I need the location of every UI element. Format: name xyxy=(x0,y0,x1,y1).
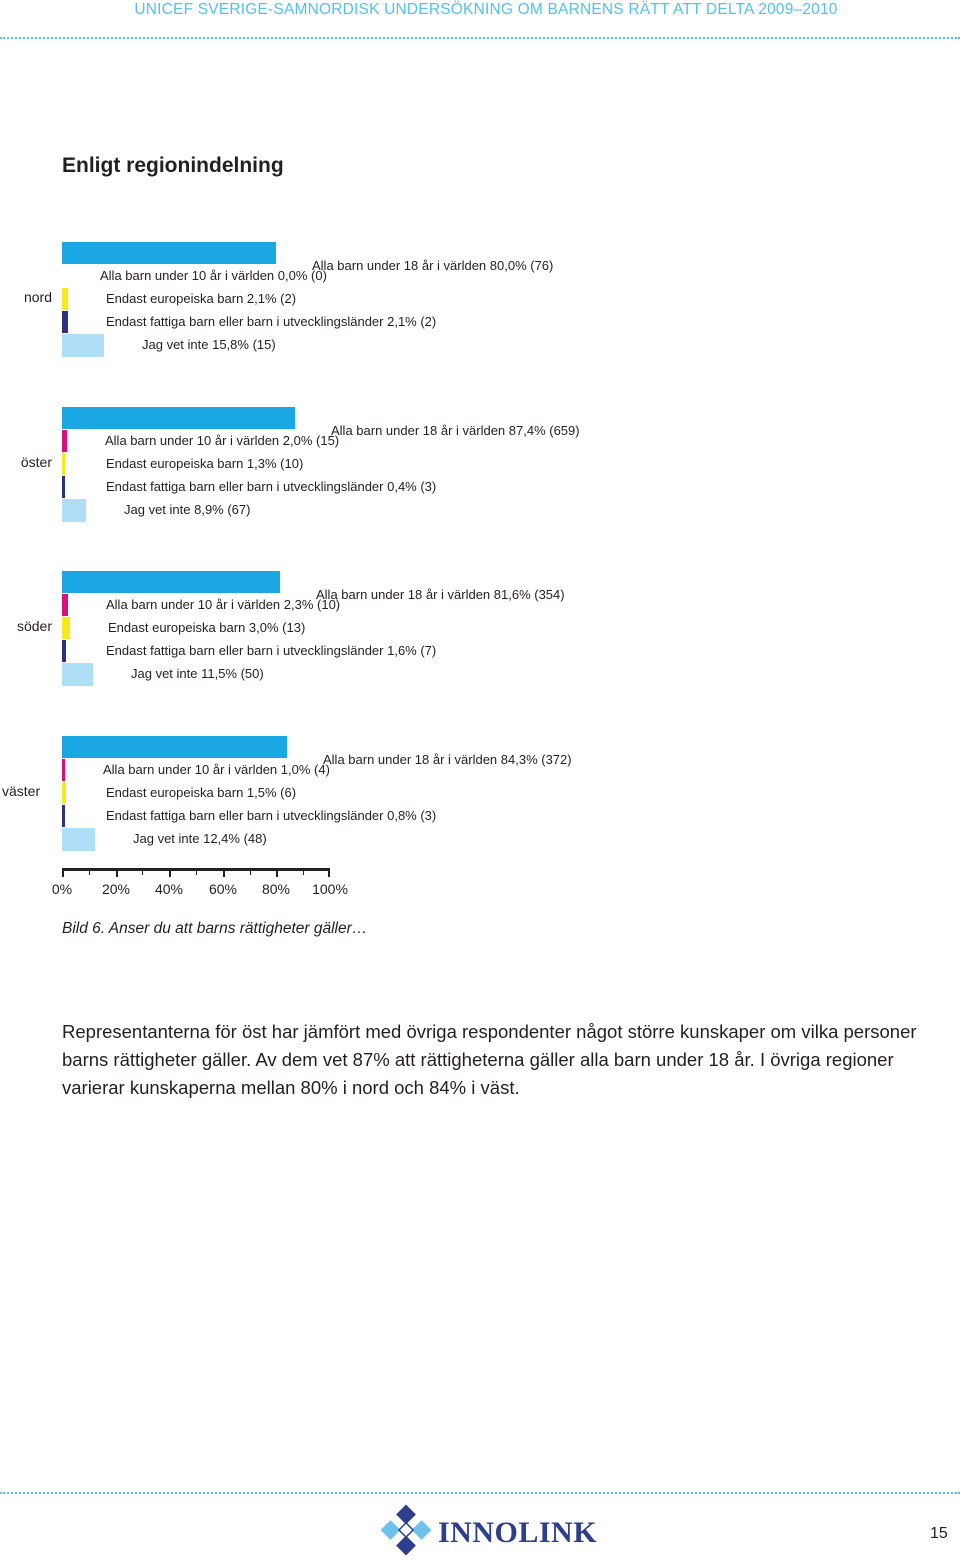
x-tick-label: 100% xyxy=(312,881,348,897)
bar-söder-poor-developing xyxy=(62,640,66,662)
x-axis-tick xyxy=(142,871,143,875)
bar-label-söder-poor-developing: Endast fattiga barn eller barn i utvecklingsländer 1,6% (7) xyxy=(106,643,437,658)
bar-söder-dont-know xyxy=(62,663,93,686)
bar-öster-dont-know xyxy=(62,499,86,522)
section-heading: Enligt regionindelning xyxy=(62,154,284,177)
x-axis-tick xyxy=(276,871,278,877)
region-label-0: nord xyxy=(23,289,52,305)
figure-caption: Bild 6. Anser du att barns rättigheter gäller… xyxy=(62,920,368,937)
x-tick-label: 80% xyxy=(261,881,291,897)
bar-label-väster-dont-know: Jag vet inte 12,4% (48) xyxy=(133,831,267,846)
bar-öster-all-under-18 xyxy=(62,407,295,429)
region-label-2: söder xyxy=(16,618,52,634)
bar-nord-all-under-18 xyxy=(62,242,276,264)
bar-label-öster-all-under-18: Alla barn under 18 år i världen 87,4% (659) xyxy=(331,423,580,438)
x-tick-label: 20% xyxy=(101,881,131,897)
page-number: 15 xyxy=(930,1525,948,1542)
body-paragraph: Representanterna för öst har jämfört med övriga respondenter något större kunskaper om vilka personer barns rättigheter gäller. Av dem vet 87% att rättigheterna gäller alla barn under 18 år. I övriga regioner varierar kunskaperna mellan 80% i nord och 84% i väst. xyxy=(62,1021,917,1098)
x-axis-tick xyxy=(196,871,197,875)
region-label-3: väster xyxy=(2,783,41,799)
x-axis-tick xyxy=(116,871,118,877)
bar-väster-european-only xyxy=(62,782,66,804)
bar-label-nord-under-10: Alla barn under 10 år i världen 0,0% (0) xyxy=(100,268,327,283)
bar-label-väster-all-under-18: Alla barn under 18 år i världen 84,3% (372) xyxy=(323,752,572,767)
region-label-1: öster xyxy=(20,454,52,470)
x-tick-label: 0% xyxy=(51,881,73,897)
bar-label-söder-european-only: Endast europeiska barn 3,0% (13) xyxy=(108,620,306,635)
innolink-emblem-icon xyxy=(378,1502,434,1558)
bar-label-väster-under-10: Alla barn under 10 år i världen 1,0% (4) xyxy=(103,762,330,777)
x-tick-label: 40% xyxy=(154,881,184,897)
bar-öster-european-only xyxy=(62,453,65,475)
x-axis-tick xyxy=(62,871,64,877)
bar-nord-european-only xyxy=(62,288,68,310)
bar-nord-dont-know xyxy=(62,334,104,357)
bar-label-söder-under-10: Alla barn under 10 år i världen 2,3% (10) xyxy=(106,597,341,612)
bar-väster-all-under-18 xyxy=(62,736,287,758)
bar-label-nord-all-under-18: Alla barn under 18 år i världen 80,0% (76) xyxy=(312,258,554,273)
innolink-logo xyxy=(378,1502,598,1560)
x-axis-tick xyxy=(223,871,225,877)
x-axis-tick xyxy=(169,871,171,877)
x-tick-label: 60% xyxy=(208,881,238,897)
bar-label-öster-poor-developing: Endast fattiga barn eller barn i utvecklingsländer 0,4% (3) xyxy=(106,479,437,494)
bar-nord-poor-developing xyxy=(62,311,68,333)
bar-väster-under-10 xyxy=(62,759,65,781)
x-axis-tick xyxy=(303,871,304,875)
bottom-dotted-divider xyxy=(0,1492,960,1494)
bar-söder-all-under-18 xyxy=(62,571,280,593)
bar-label-väster-poor-developing: Endast fattiga barn eller barn i utvecklingsländer 0,8% (3) xyxy=(106,808,437,823)
bar-väster-dont-know xyxy=(62,828,95,851)
x-axis-tick xyxy=(328,871,330,877)
logo-wordmark: INNOLINK xyxy=(438,1516,598,1549)
bar-väster-poor-developing xyxy=(62,805,65,827)
bar-label-söder-all-under-18: Alla barn under 18 år i världen 81,6% (354) xyxy=(316,587,565,602)
bar-label-väster-european-only: Endast europeiska barn 1,5% (6) xyxy=(106,785,297,800)
bar-label-nord-poor-developing: Endast fattiga barn eller barn i utvecklingsländer 2,1% (2) xyxy=(106,314,437,329)
bar-öster-poor-developing xyxy=(62,476,65,498)
bar-söder-under-10 xyxy=(62,594,68,616)
bar-label-öster-european-only: Endast europeiska barn 1,3% (10) xyxy=(106,456,304,471)
bar-label-söder-dont-know: Jag vet inte 11,5% (50) xyxy=(131,666,264,681)
x-axis-tick xyxy=(250,871,251,875)
bar-label-nord-dont-know: Jag vet inte 15,8% (15) xyxy=(142,337,276,352)
x-axis-tick xyxy=(89,871,90,875)
document-header-title: UNICEF SVERIGE-SAMNORDISK UNDERSÖKNING OM BARNENS RÄTT ATT DELTA 2009–2010 xyxy=(134,1,838,18)
bar-label-öster-dont-know: Jag vet inte 8,9% (67) xyxy=(124,502,251,517)
bar-öster-under-10 xyxy=(62,430,67,452)
top-dotted-divider xyxy=(0,37,960,39)
bar-label-öster-under-10: Alla barn under 10 år i världen 2,0% (15) xyxy=(105,433,340,448)
bar-söder-european-only xyxy=(62,617,70,639)
bar-label-nord-european-only: Endast europeiska barn 2,1% (2) xyxy=(106,291,297,306)
